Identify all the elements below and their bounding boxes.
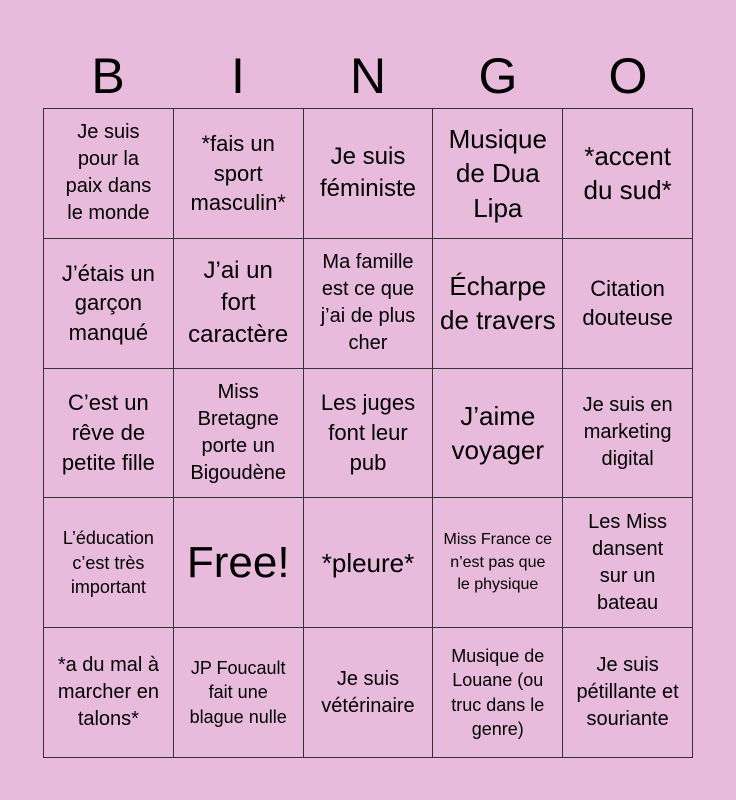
bingo-board <box>43 108 693 758</box>
bingo-cell[interactable] <box>44 239 174 369</box>
bingo-cell[interactable] <box>563 239 693 369</box>
bingo-cell[interactable] <box>433 239 563 369</box>
bingo-cell[interactable] <box>563 109 693 239</box>
cell-text: C’est un rêve de petite fille <box>61 390 155 475</box>
bingo-cell[interactable] <box>44 109 174 239</box>
bingo-cell[interactable] <box>44 628 174 758</box>
bingo-cell[interactable] <box>433 369 563 499</box>
header-letter-g: G <box>478 48 518 104</box>
bingo-cell[interactable] <box>304 109 434 239</box>
bingo-header <box>43 42 693 110</box>
bingo-cell[interactable] <box>433 498 563 628</box>
header-letter-i: I <box>231 48 245 104</box>
bingo-cell[interactable] <box>174 109 304 239</box>
cell-text: JP Foucault fait une blague nulle <box>189 658 287 727</box>
cell-text: Ma famille est ce que j’ai de plus cher <box>320 251 416 355</box>
cell-text: Citation douteuse <box>582 275 673 331</box>
bingo-cell[interactable] <box>174 239 304 369</box>
bingo-cell[interactable] <box>304 498 434 628</box>
bingo-cell[interactable] <box>174 369 304 499</box>
bingo-cell[interactable] <box>44 498 174 628</box>
cell-text: Miss Bretagne porte un Bigoudène <box>190 380 287 484</box>
cell-text: Je suis vétérinaire <box>321 667 415 717</box>
cell-text: Musique de Dua Lipa <box>448 123 547 223</box>
bingo-cell free-cell[interactable] <box>174 498 304 628</box>
header-letter-o: O <box>608 48 648 104</box>
bingo-cell[interactable] <box>433 628 563 758</box>
header-letter-n: N <box>349 48 387 104</box>
bingo-cell[interactable] <box>563 628 693 758</box>
cell-text: L’éducation c’est très important <box>62 528 154 597</box>
cell-text: Écharpe de travers <box>439 270 556 336</box>
header-letter-b: B <box>91 48 125 104</box>
cell-text: *fais un sport masculin* <box>190 130 286 216</box>
bingo-cell[interactable] <box>563 369 693 499</box>
cell-text: Musique de Louane (ou truc dans le genre) <box>451 646 545 739</box>
cell-text: J’étais un garçon manqué <box>61 260 155 346</box>
cell-text: Je suis pour la paix dans le monde <box>65 121 152 225</box>
cell-text: Je suis féministe <box>319 143 417 203</box>
bingo-cell[interactable] <box>304 369 434 499</box>
bingo-cell[interactable] <box>304 239 434 369</box>
cell-text: Miss France ce n’est pas que le physique <box>443 531 553 593</box>
cell-text: Les juges font leur pub <box>320 390 416 475</box>
cell-text: *accent du sud* <box>583 141 672 206</box>
bingo-cell[interactable] <box>304 628 434 758</box>
cell-text: Les Miss dansent sur un bateau <box>588 510 668 614</box>
bingo-cell[interactable] <box>433 109 563 239</box>
free-space-text: Free! <box>186 537 290 587</box>
cell-text: *a du mal à marcher en talons* <box>57 654 159 731</box>
bingo-cell[interactable] <box>44 369 174 499</box>
cell-text: J’aime voyager <box>451 400 545 465</box>
cell-text: *pleure* <box>321 547 415 578</box>
bingo-cell[interactable] <box>563 498 693 628</box>
cell-text: J’ai un fort caractère <box>188 256 289 349</box>
cell-text: Je suis pétillante et souriante <box>576 654 679 731</box>
bingo-cell[interactable] <box>174 628 304 758</box>
cell-text: Je suis en marketing digital <box>582 394 673 471</box>
